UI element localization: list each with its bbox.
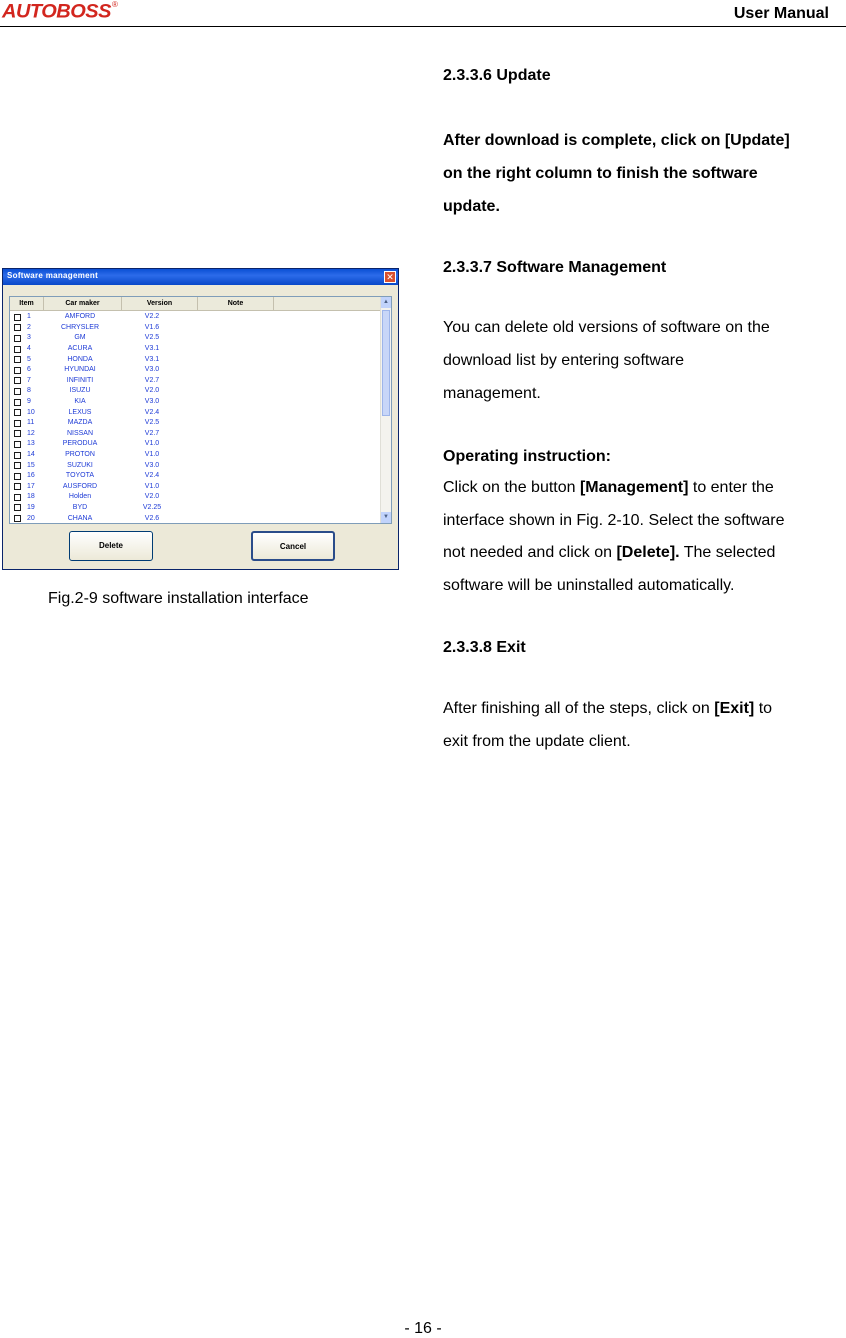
row-version: V3.0 xyxy=(144,366,160,374)
column-header-version[interactable]: Version xyxy=(122,297,198,311)
update-paragraph-line: update. xyxy=(443,198,500,215)
row-version: V2.2 xyxy=(144,313,160,321)
section-heading-update: 2.3.3.6 Update xyxy=(443,67,551,84)
management-paragraph-line: download list by entering software xyxy=(443,352,685,369)
row-version: V3.0 xyxy=(144,461,160,469)
row-item-number: 1 xyxy=(27,313,31,321)
table-row[interactable] xyxy=(10,482,382,493)
exit-keyword: [Exit] xyxy=(714,700,755,717)
row-version: V2.5 xyxy=(144,419,160,427)
table-row[interactable] xyxy=(10,312,382,323)
row-version: V1.0 xyxy=(144,482,160,490)
row-checkbox[interactable] xyxy=(14,314,21,321)
row-version: V2.6 xyxy=(144,514,160,522)
table-row[interactable] xyxy=(10,354,382,365)
row-car-maker: PROTON xyxy=(65,451,95,459)
instruction-text: to enter the xyxy=(688,479,774,496)
row-car-maker: MAZDA xyxy=(67,419,93,427)
row-car-maker: INFINITI xyxy=(66,376,94,384)
table-row[interactable] xyxy=(10,439,382,450)
row-checkbox[interactable] xyxy=(14,473,21,480)
row-checkbox[interactable] xyxy=(14,388,21,395)
row-car-maker: ISUZU xyxy=(69,387,91,395)
scroll-thumb[interactable] xyxy=(382,310,390,416)
row-car-maker: ACURA xyxy=(67,345,93,353)
table-row[interactable] xyxy=(10,513,382,524)
row-item-number: 3 xyxy=(27,334,31,342)
management-keyword: [Management] xyxy=(579,479,689,496)
logo-text: AUTOBOSS xyxy=(2,1,111,23)
list-header xyxy=(10,297,382,311)
table-row[interactable] xyxy=(10,323,382,334)
row-version: V1.6 xyxy=(144,323,160,331)
list-rows xyxy=(10,312,382,524)
instruction-text: The selected xyxy=(679,544,776,561)
row-checkbox[interactable] xyxy=(14,335,21,342)
row-item-number: 19 xyxy=(27,503,35,511)
row-car-maker: NISSAN xyxy=(66,429,94,437)
operating-instruction-heading: Operating instruction: xyxy=(443,448,611,465)
row-item-number: 13 xyxy=(27,440,35,448)
autoboss-logo xyxy=(2,1,118,23)
table-row[interactable] xyxy=(10,333,382,344)
row-version: V3.0 xyxy=(144,398,160,406)
table-row[interactable] xyxy=(10,365,382,376)
table-row[interactable] xyxy=(10,344,382,355)
row-item-number: 18 xyxy=(27,493,35,501)
exit-text: After finishing all of the steps, click on xyxy=(443,700,715,717)
row-version: V2.7 xyxy=(144,376,160,384)
row-car-maker: AMFORD xyxy=(64,313,96,321)
manual-title: User Manual xyxy=(733,5,829,22)
row-checkbox[interactable] xyxy=(14,346,21,353)
software-list xyxy=(9,296,392,524)
header-divider xyxy=(0,26,846,27)
table-row[interactable] xyxy=(10,471,382,482)
row-item-number: 12 xyxy=(27,429,35,437)
table-row[interactable] xyxy=(10,376,382,387)
instruction-line: software will be uninstalled automatically. xyxy=(443,577,735,594)
row-checkbox[interactable] xyxy=(14,452,21,459)
row-version: V2.4 xyxy=(144,472,160,480)
row-checkbox[interactable] xyxy=(14,409,21,416)
row-item-number: 9 xyxy=(27,398,31,406)
row-version: V2.5 xyxy=(144,334,160,342)
row-item-number: 17 xyxy=(27,482,35,490)
row-checkbox[interactable] xyxy=(14,515,21,522)
column-header-car-maker[interactable]: Car maker xyxy=(44,297,122,311)
exit-paragraph-line xyxy=(443,699,772,719)
row-checkbox[interactable] xyxy=(14,367,21,374)
row-car-maker: PERODUA xyxy=(62,440,98,448)
section-heading-software-management: 2.3.3.7 Software Management xyxy=(443,259,667,276)
row-car-maker: GM xyxy=(74,334,86,342)
row-checkbox[interactable] xyxy=(14,420,21,427)
update-paragraph-line: After download is complete, click on [Update] xyxy=(443,132,790,149)
page-header xyxy=(0,0,846,28)
table-row[interactable] xyxy=(10,450,382,461)
row-version: V2.0 xyxy=(144,387,160,395)
section-heading-exit: 2.3.3.8 Exit xyxy=(443,639,526,656)
close-icon[interactable]: ✕ xyxy=(384,271,396,283)
table-row[interactable] xyxy=(10,429,382,440)
row-item-number: 5 xyxy=(27,355,31,363)
row-checkbox[interactable] xyxy=(14,399,21,406)
table-row[interactable] xyxy=(10,418,382,429)
row-checkbox[interactable] xyxy=(14,324,21,331)
management-paragraph-line: management. xyxy=(443,385,541,402)
row-car-maker: SUZUKI xyxy=(67,461,93,469)
vertical-scrollbar[interactable] xyxy=(380,297,391,523)
row-checkbox[interactable] xyxy=(14,494,21,501)
figure-caption: Fig.2-9 software installation interface xyxy=(48,590,309,607)
table-row[interactable] xyxy=(10,397,382,408)
registered-mark: ® xyxy=(111,0,118,9)
row-version: V2.25 xyxy=(142,503,162,511)
row-item-number: 2 xyxy=(27,323,31,331)
page-number: - 16 - xyxy=(404,1320,442,1337)
software-management-screenshot xyxy=(2,268,399,570)
row-checkbox[interactable] xyxy=(14,483,21,490)
row-item-number: 10 xyxy=(27,408,35,416)
row-checkbox[interactable] xyxy=(14,504,21,511)
column-header-note[interactable]: Note xyxy=(198,297,274,311)
column-header-filler xyxy=(274,297,382,311)
exit-text: to xyxy=(754,700,773,717)
row-version: V1.0 xyxy=(144,451,160,459)
scroll-down-icon[interactable]: ▼ xyxy=(381,512,391,523)
table-row[interactable] xyxy=(10,460,382,471)
delete-button[interactable]: Delete xyxy=(69,531,153,561)
window-titlebar xyxy=(3,269,398,285)
exit-paragraph-line: exit from the update client. xyxy=(443,733,631,750)
instruction-text: not needed and click on xyxy=(443,544,617,561)
delete-keyword: [Delete]. xyxy=(616,544,680,561)
row-item-number: 20 xyxy=(27,514,35,522)
row-version: V2.0 xyxy=(144,493,160,501)
row-item-number: 8 xyxy=(27,387,31,395)
row-item-number: 7 xyxy=(27,376,31,384)
row-checkbox[interactable] xyxy=(14,462,21,469)
row-car-maker: HYUNDAI xyxy=(64,366,96,374)
row-car-maker: CHANA xyxy=(67,514,93,522)
row-car-maker: LEXUS xyxy=(68,408,92,416)
row-item-number: 15 xyxy=(27,461,35,469)
instruction-text: Click on the button xyxy=(443,479,580,496)
row-car-maker: Holden xyxy=(68,493,92,501)
instruction-line xyxy=(443,543,775,563)
table-row[interactable] xyxy=(10,407,382,418)
row-item-number: 16 xyxy=(27,472,35,480)
row-car-maker: CHRYSLER xyxy=(61,323,99,331)
row-car-maker: KIA xyxy=(74,398,86,406)
row-car-maker: BYD xyxy=(72,503,88,511)
row-item-number: 6 xyxy=(27,366,31,374)
management-paragraph-line: You can delete old versions of software on the xyxy=(443,319,770,336)
row-version: V3.1 xyxy=(144,345,160,353)
window-title: Software management xyxy=(7,271,99,280)
table-row[interactable] xyxy=(10,492,382,503)
row-version: V2.4 xyxy=(144,408,160,416)
row-version: V2.7 xyxy=(144,429,160,437)
row-item-number: 4 xyxy=(27,345,31,353)
row-checkbox[interactable] xyxy=(14,377,21,384)
row-car-maker: AUSFORD xyxy=(62,482,98,490)
table-row[interactable] xyxy=(10,503,382,514)
row-checkbox[interactable] xyxy=(14,356,21,363)
row-checkbox[interactable] xyxy=(14,430,21,437)
table-row[interactable] xyxy=(10,386,382,397)
row-version: V3.1 xyxy=(144,355,160,363)
instruction-line: interface shown in Fig. 2-10. Select the software xyxy=(443,512,785,529)
row-version: V1.0 xyxy=(144,440,160,448)
row-car-maker: HONDA xyxy=(67,355,93,363)
row-car-maker: TOYOTA xyxy=(65,472,95,480)
cancel-button[interactable]: Cancel xyxy=(251,531,335,561)
update-paragraph-line: on the right column to finish the software xyxy=(443,165,758,182)
row-checkbox[interactable] xyxy=(14,441,21,448)
column-header-item[interactable]: Item xyxy=(10,297,44,311)
instruction-line xyxy=(443,478,774,498)
row-item-number: 14 xyxy=(27,451,35,459)
scroll-up-icon[interactable]: ▲ xyxy=(381,297,391,308)
row-item-number: 11 xyxy=(27,419,35,427)
